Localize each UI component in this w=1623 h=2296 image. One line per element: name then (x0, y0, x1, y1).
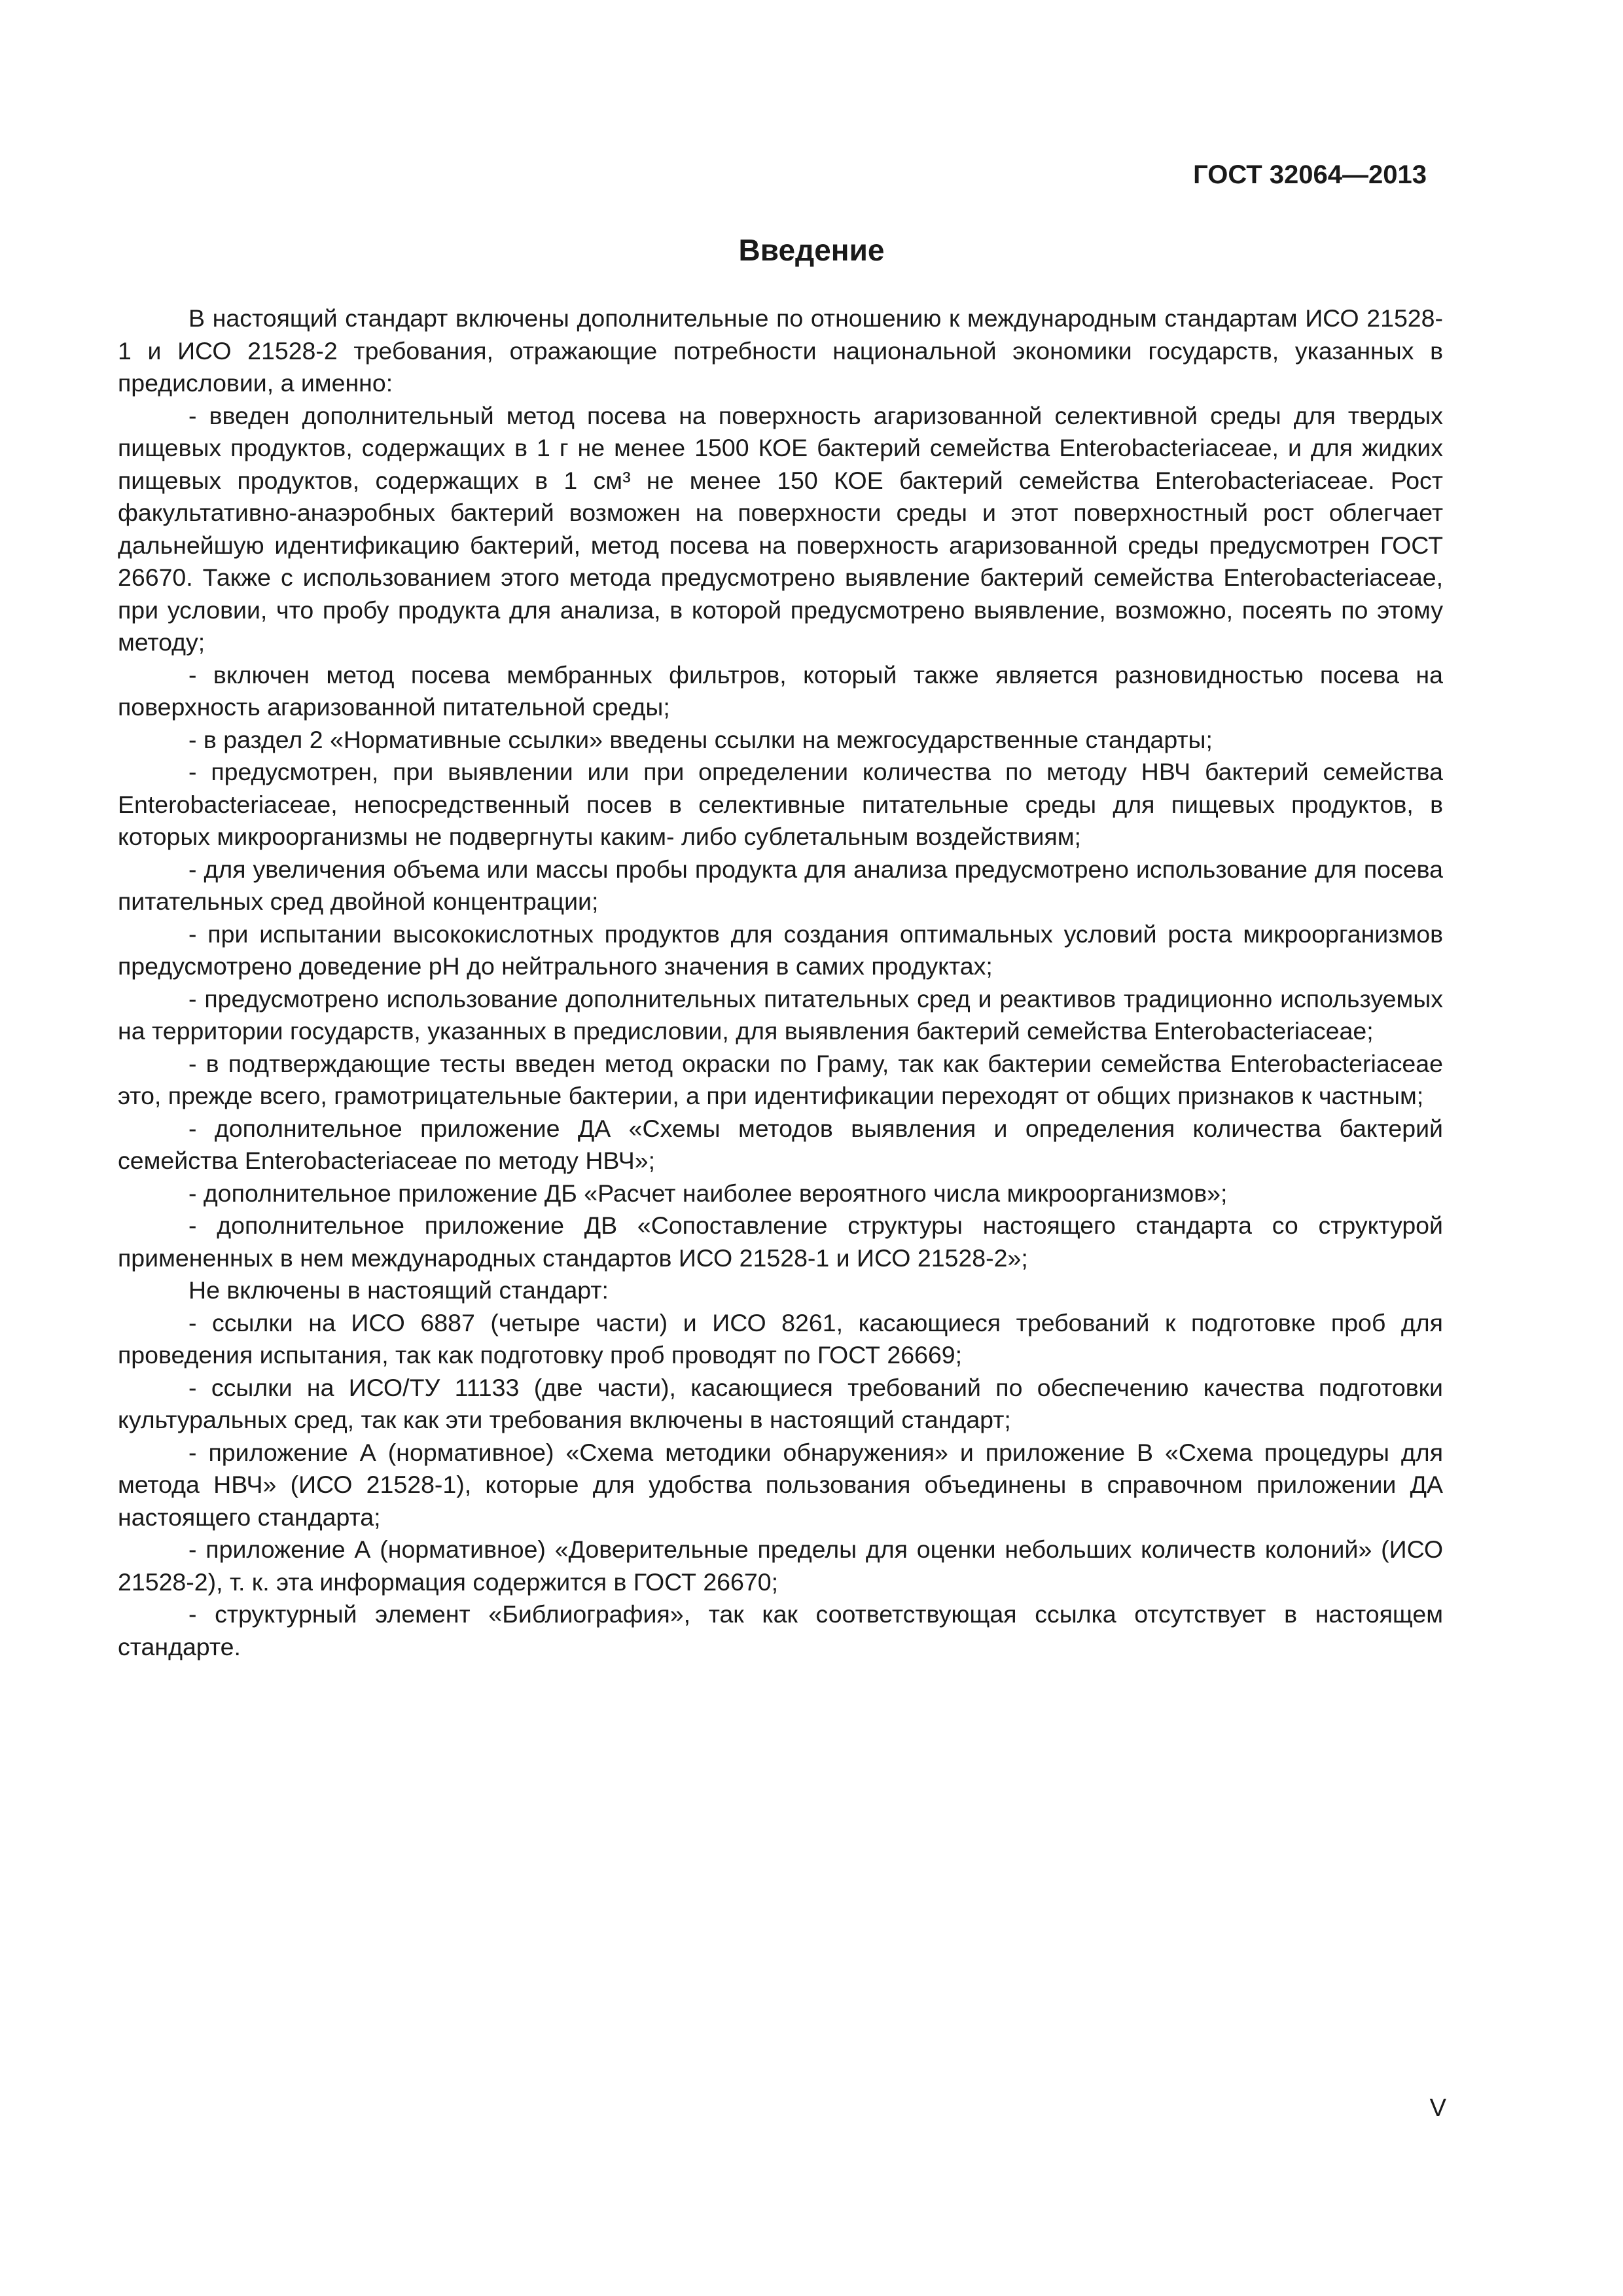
paragraph: - дополнительное приложение ДБ «Расчет наиболее вероятного числа микроорганизмов»; (188, 1179, 1228, 1207)
paragraph: - дополнительное приложение ДА «Схемы методов выявления и определения количества бактерий семейства Enterobacteriaceae по методу НВЧ»; (118, 1114, 1443, 1174)
document-number: ГОСТ 32064—2013 (1193, 160, 1427, 189)
paragraph: - предусмотрен, при выявлении или при определении количества по методу НВЧ бактерий семейства Enterobacteriaceae, непосредственный посев в селективные питательные среды для пищевых продуктов, в которых микроорганизмы не подвергнуты каким- либо сублетальным воздействиям; (118, 758, 1443, 850)
paragraph: - ссылки на ИСО/ТУ 11133 (две части), касающиеся требований по обеспечению качества подготовки культуральных сред, так как эти требования включены в настоящий стандарт; (118, 1373, 1443, 1433)
body-text (118, 302, 1443, 1663)
paragraph: - дополнительное приложение ДВ «Сопоставление структуры настоящего стандарта со структурой примененных в нем международных стандартов ИСО 21528-1 и ИСО 21528-2»; (118, 1211, 1443, 1272)
paragraph: - приложение А (нормативное) «Схема методики обнаружения» и приложение В «Схема процедуры для метода НВЧ» (ИСО 21528-1), которые для удобства пользования объединены в справочном приложении ДА настоящего стандарта; (118, 1438, 1443, 1531)
paragraph: Не включены в настоящий стандарт: (188, 1276, 609, 1304)
section-title: Введение (738, 233, 885, 267)
paragraph: - в раздел 2 «Нормативные ссылки» введены ссылки на межгосударственные стандарты; (188, 725, 1213, 753)
paragraph: - для увеличения объема или массы пробы продукта для анализа предусмотрено использование для посева питательных сред двойной концентрации; (118, 855, 1443, 915)
paragraph: В настоящий стандарт включены дополнительные по отношению к международным стандартам ИСО 21528-1 и ИСО 21528-2 требования, отражающие потребности национальной экономики государств, указанных в предисловии, а именно: (118, 304, 1443, 397)
paragraph: - включен метод посева мембранных фильтров, который также является разновидностью посева на поверхность агаризованной питательной среды; (118, 660, 1443, 721)
paragraph: - в подтверждающие тесты введен метод окраски по Граму, так как бактерии семейства Enterobacteriaceae это, прежде всего, грамотрицательные бактерии, а при идентификации переходят от общих признаков к частным; (118, 1049, 1443, 1109)
paragraph: - структурный элемент «Библиография», так как соответствующая ссылка отсутствует в настоящем стандарте. (118, 1600, 1443, 1660)
paragraph: - приложение А (нормативное) «Доверительные пределы для оценки небольших количеств колоний» (ИСО 21528-2), т. к. эта информация содержится в ГОСТ 26670; (118, 1535, 1443, 1596)
paragraph: - введен дополнительный метод посева на поверхность агаризованной селективной среды для твердых пищевых продуктов, содержащих в 1 г не менее 1500 КОЕ бактерий семейства Enterobacteriaceae, и для жидких пищевых продуктов, содержащих в 1 см³ не менее 150 КОЕ бактерий семейства Enterobacteriaceae. Рост факультативно-анаэробных бактерий возможен на поверхности среды и этот поверхностный рост облегчает дальнейшую идентификацию бактерий, метод посева на поверхность агаризованной среды предусмотрен ГОСТ 26670. Также с использованием этого метода предусмотрено выявление бактерий семейства Enterobacteriaceae, при условии, что пробу продукта для анализа, в которой предусмотрено выявление, возможно, посеять по этому методу; (118, 401, 1443, 656)
paragraph: - предусмотрено использование дополнительных питательных сред и реактивов традиционно используемых на территории государств, указанных в предисловии, для выявления бактерий семейства Enterobacteriaceae; (118, 984, 1443, 1045)
paragraph: - при испытании высококислотных продуктов для создания оптимальных условий роста микроорганизмов предусмотрено доведение pH до нейтрального значения в самих продуктах; (118, 920, 1443, 980)
paragraph: - ссылки на ИСО 6887 (четыре части) и ИСО 8261, касающиеся требований к подготовке проб для проведения испытания, так как подготовку проб проводят по ГОСТ 26669; (118, 1308, 1443, 1369)
page-number: V (1429, 2094, 1446, 2122)
